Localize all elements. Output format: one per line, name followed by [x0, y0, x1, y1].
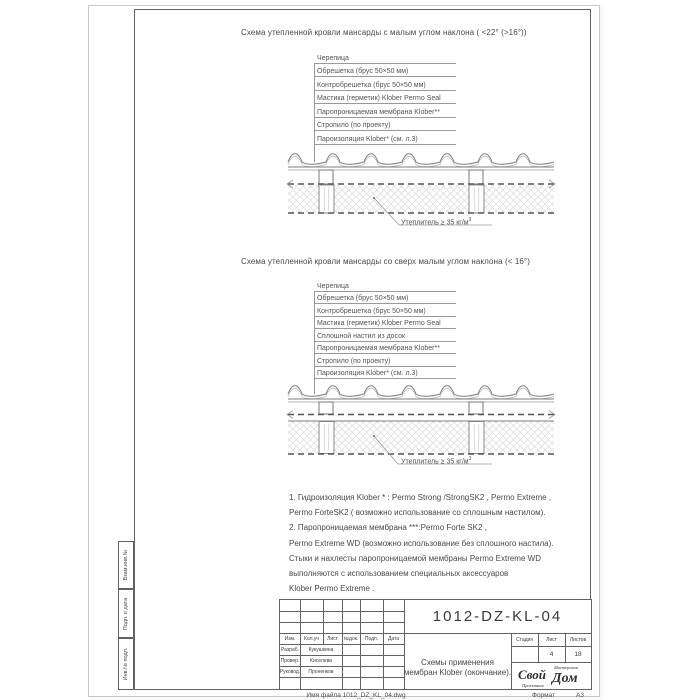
document-number: 1012-DZ-KL-04: [432, 608, 563, 625]
layer-label-text: Паропроницаемая мембрана Klober**: [317, 345, 440, 352]
tb-col-koluch: Кол.уч: [304, 635, 319, 642]
rafter: [469, 185, 484, 213]
drawing-title-line: Схемы применения: [421, 658, 494, 667]
title-block: [279, 599, 592, 690]
side-cell-label: Взам.инв.№: [123, 549, 129, 581]
layer-label: [314, 104, 456, 118]
format-value: А3: [576, 692, 584, 699]
logo-word-svoy: Свой: [518, 667, 547, 682]
layer-label-text: Пароизоляция Klober* (см. л.3): [317, 370, 418, 377]
note-line: Klober Permo Extreme .: [289, 584, 375, 594]
tb-stage-label: Стадия: [515, 636, 534, 643]
side-cell-podp: [118, 589, 134, 638]
tb-col-dok: №док.: [343, 635, 359, 642]
note-line: 2. Паропроницаемая мембрана ***:Permo Forte SK2 ,: [289, 523, 487, 533]
insulation-label-sup: 3: [468, 217, 472, 223]
notes-block: [289, 490, 554, 596]
layer-label: [314, 292, 456, 305]
tb-sheet-label: Лист: [546, 636, 557, 643]
layer-label: [314, 64, 456, 78]
tb-sheets-label: Листов: [569, 636, 587, 643]
layer-label-text: Мастика (герметик) Klober Permo Seal: [317, 320, 441, 327]
layer-label-text: Мастика (герметик) Klober Permo Seal: [317, 95, 441, 102]
rafter: [319, 185, 334, 213]
layer-label-text: Сплошной настил из досок: [317, 332, 406, 340]
layer-label-text: Паропроницаемая мембрана Klober**: [317, 108, 440, 116]
drawing-sheet: [88, 5, 600, 697]
format-label: Формат: [532, 692, 556, 699]
side-cell-label: Подп. и дата: [123, 597, 129, 630]
layer-label: [314, 118, 456, 132]
layer-label: [314, 317, 456, 330]
layer-label-text: Стропило (по проекту): [317, 357, 391, 365]
tile-profile: [288, 154, 554, 165]
tb-role-name: Проненков: [308, 668, 334, 675]
layer-label: [314, 304, 456, 317]
grid-line: [280, 677, 404, 678]
logo-word-dom: Дом: [552, 671, 578, 686]
layer-label-text: Пароизоляция Klober* (см. л.3): [317, 135, 418, 143]
scheme2-layer-list: [314, 279, 456, 379]
grid-line: [280, 611, 404, 612]
layer-label-text: Черепица: [317, 282, 349, 290]
company-logo: [511, 662, 591, 689]
counter-batten-block: [469, 170, 483, 184]
layer-label: [314, 354, 456, 367]
insulation-label-text: Утеплитель ≥ 35 кг/м: [401, 219, 469, 227]
layer-label-text: Черепица: [317, 54, 349, 62]
logo-small-top: Мастерская: [554, 665, 578, 670]
file-name-label: Имя файла 1012_DZ_KL_04.dwg: [306, 692, 406, 699]
note-line: Стыки и нахлесты паропроницаемой мембраны Permo Extreme WD: [289, 553, 541, 563]
roof-section-diagram-1: [286, 148, 561, 243]
tb-sheet-value: 4: [549, 650, 554, 658]
insulation-label-2: [401, 456, 471, 465]
insulation-label-text: Утеплитель ≥ 35 кг/м: [401, 458, 469, 466]
note-line: Permo ForteSK2 ( возможно использование со сплошным настилом).: [289, 508, 546, 518]
leader-line: [314, 292, 315, 394]
layer-label-text: Обрешетка (брус 50×50 мм): [317, 295, 409, 302]
layer-label: [314, 77, 456, 91]
scheme1-layer-list: [314, 50, 456, 145]
logo-small-bottom: Проектная: [522, 683, 544, 688]
tb-col-data: Дата: [387, 635, 400, 642]
layer-label: [314, 279, 456, 292]
layer-label-text: Обрешетка (брус 50×50 мм): [317, 68, 409, 75]
layer-label-text: Контробрешетка (брус 50×50 мм): [317, 81, 426, 89]
grid-line: [280, 622, 404, 623]
side-cell-label: Инв.№ подл.: [123, 647, 129, 681]
tb-col-izm: Изм.: [284, 635, 296, 642]
tile-profile: [288, 386, 554, 397]
drawing-title: [404, 633, 511, 689]
note-line: 1. Гидроизоляция Klober * : Permo Strong /StrongSK2 , Permo Extreme ,: [289, 493, 552, 502]
rafter: [319, 422, 334, 454]
tb-role-name: Киселева: [310, 657, 332, 664]
drawing-title-line: мембран Klober (окончание).: [404, 668, 511, 677]
layer-label: [314, 342, 456, 355]
insulation-label-1: [401, 217, 471, 226]
note-line: Permo Extreme WD (возможно использование без сплошного настила).: [289, 538, 554, 548]
scheme2-title: Схема утепленной кровли мансарды со сверх малым углом наклона (< 16°): [241, 257, 530, 266]
note-line: выполняются с использованием специальных аксессуаров: [289, 569, 509, 579]
layer-label-text: Стропило (по проекту): [317, 122, 391, 129]
tb-col-list: Лист: [327, 635, 338, 642]
counter-batten-block: [319, 170, 333, 184]
tb-role-name: Кукушкина: [308, 646, 334, 653]
tb-role: Руковод.: [280, 668, 300, 675]
roof-section-diagram-2: [286, 380, 561, 485]
tb-col-podp: Подп.: [364, 635, 379, 642]
side-cell-vzam: [118, 541, 134, 589]
counter-batten-block: [319, 402, 333, 414]
counter-batten-block: [469, 402, 483, 414]
layer-label-text: Контробрешетка (брус 50×50 мм): [317, 307, 426, 315]
layer-label: [314, 50, 456, 64]
rafter: [469, 422, 484, 454]
insulation-label-sup: 3: [468, 456, 472, 462]
layer-label: [314, 131, 456, 145]
scheme1-title: Схема утепленной кровли мансарды с малым углом наклона ( <22° (>16°)): [241, 28, 527, 37]
side-cell-inv: [118, 638, 134, 690]
tb-sheets-value: 18: [574, 650, 582, 658]
tb-role: Провер.: [280, 657, 300, 664]
layer-label: [314, 329, 456, 342]
layer-label: [314, 367, 456, 380]
layer-label: [314, 91, 456, 105]
tb-role: Разраб.: [280, 646, 299, 653]
